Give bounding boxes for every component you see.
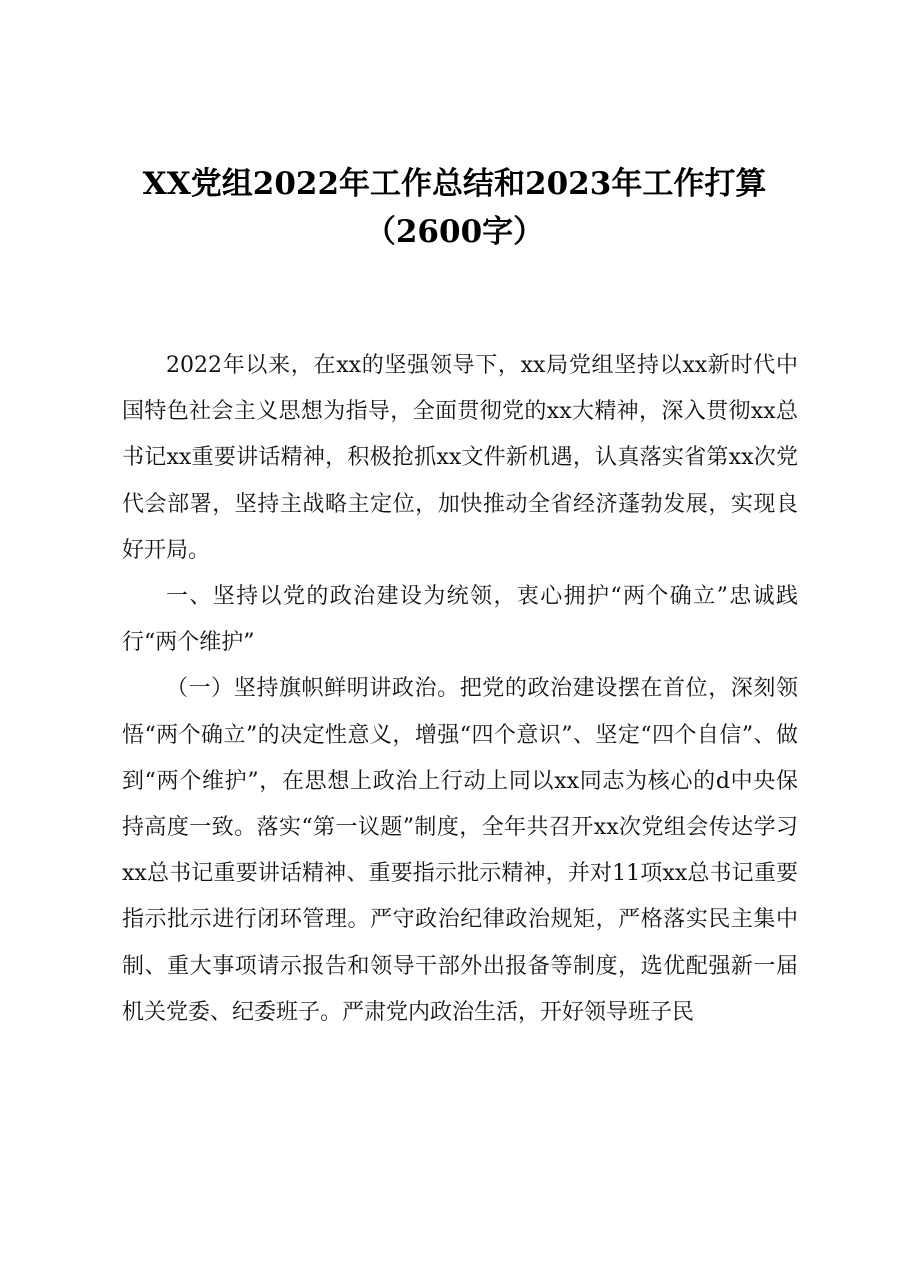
document-title: XX党组2022年工作总结和2023年工作打算 — [142, 166, 767, 202]
document-body — [122, 343, 798, 1036]
paragraph-intro: 2022年以来，在xx的坚强领导下，xx局党组坚持以xx新时代中国特色社会主义思想为指导，全面贯彻党的xx大精神，深入贯彻xx总书记xx重要讲话精神，积极抢抓xx文件新机遇，认真落实省第xx次党代会部署，坚持主战略主定位，加快推动全省经济蓬勃发展，实现良好开局。 — [122, 353, 798, 563]
document-subtitle: （2600字） — [364, 214, 545, 250]
paragraph-section-1-1: （一）坚持旗帜鲜明讲政治。把党的政治建设摆在首位，深刻领悟“两个确立”的决定性意义，增强“四个意识”、坚定“四个自信”、做到“两个维护”，在思想上政治上行动上同以xx同志为核心的d中央保持高度一致。落实“第一议题”制度，全年共召开xx次党组会传达学习xx总书记重要讲话精神、重要指示批示精神，并对11项xx总书记重要指示批示进行闭环管理。严守政治纪律政治规矩，严格落实民主集中制、重大事项请示报告和领导干部外出报备等制度，选优配强新一届机关党委、纪委班子。严肃党内政治生活，开好领导班子民 — [122, 676, 798, 1025]
section-heading-1: 一、坚持以党的政治建设为统领，衷心拥护“两个确立”忠诚践行“两个维护” — [122, 584, 798, 656]
